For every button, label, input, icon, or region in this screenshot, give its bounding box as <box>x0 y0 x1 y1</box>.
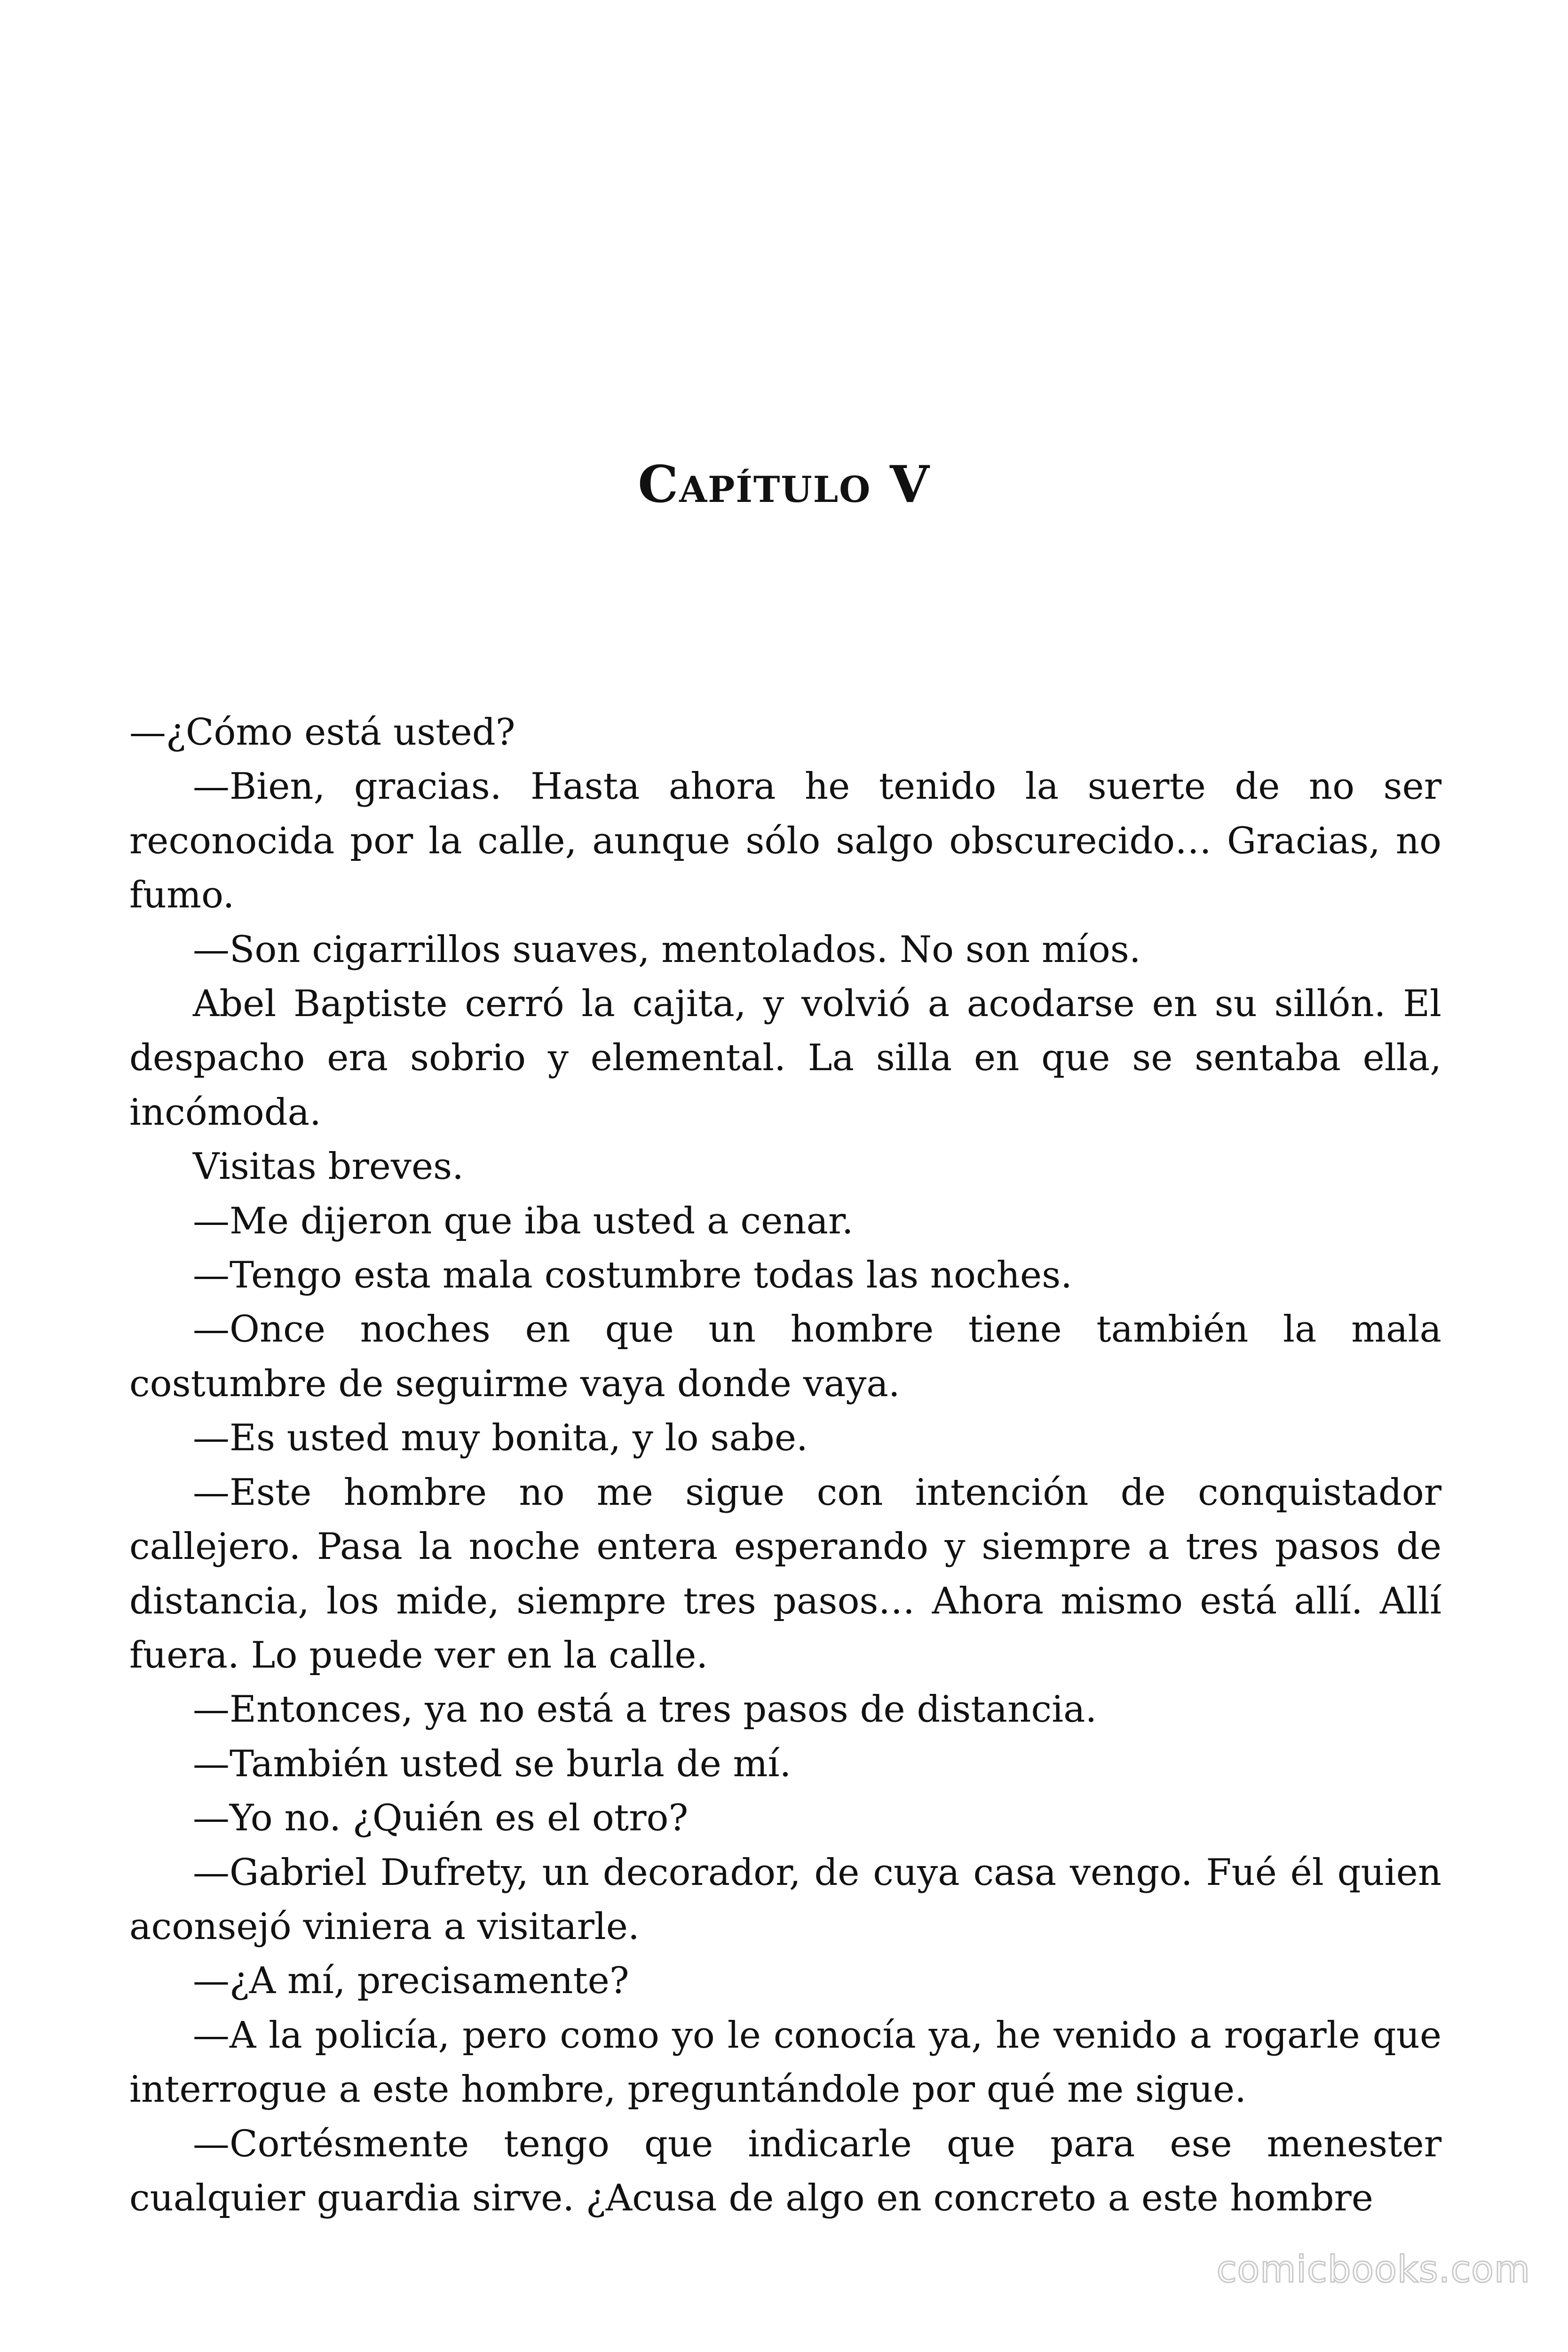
paragraph: —Cortésmente tengo que indicarle que para ese menester cualquier guardia sirve. ¿Acusa de algo en concreto a este hombre <box>129 2122 1441 2219</box>
body-text <box>129 706 1441 2225</box>
paragraph: —Bien, gracias. Hasta ahora he tenido la suerte de no ser reconocida por la calle, aunque sólo salgo obscurecido… Gracias, no fumo. <box>129 765 1441 917</box>
watermark-text: comicbooks.com <box>1216 2249 1530 2291</box>
paragraph: —Tengo esta mala costumbre todas las noches. <box>193 1254 1072 1297</box>
paragraph: —Es usted muy bonita, y lo sabe. <box>193 1417 808 1460</box>
paragraph: —Once noches en que un hombre tiene también la mala costumbre de seguirme vaya donde vaya. <box>129 1308 1441 1405</box>
paragraph: Visitas breves. <box>193 1145 464 1188</box>
paragraph: —¿A mí, precisamente? <box>193 1960 629 2002</box>
paragraph: —Este hombre no me sigue con intención de conquistador callejero. Pasa la noche entera esperando y siempre a tres pasos de distancia, los mide, siempre tres pasos… Ahora mismo está allí. Allí fuera. Lo puede ver en la calle. <box>129 1471 1441 1677</box>
paragraph: —Gabriel Dufrety, un decorador, de cuya casa vengo. Fué él quien aconsejó viniera a visitarle. <box>129 1851 1441 1948</box>
paragraph: —Yo no. ¿Quién es el otro? <box>193 1797 689 1840</box>
paragraph: —A la policía, pero como yo le conocía ya, he venido a rogarle que interrogue a este hombre, preguntándole por qué me sigue. <box>129 2014 1441 2111</box>
paragraph: —Me dijeron que iba usted a cenar. <box>193 1200 854 1242</box>
paragraph: Abel Baptiste cerró la cajita, y volvió a acodarse en su sillón. El despacho era sobrio y elemental. La silla en que se sentaba ella, incómoda. <box>129 983 1441 1134</box>
chapter-title: Capítulo V <box>638 455 930 514</box>
paragraph: —¿Cómo está usted? <box>129 711 515 754</box>
paragraph: —Entonces, ya no está a tres pasos de distancia. <box>193 1688 1097 1731</box>
paragraph: —También usted se burla de mí. <box>193 1742 792 1785</box>
paragraph: —Son cigarrillos suaves, mentolados. No son míos. <box>193 928 1141 971</box>
